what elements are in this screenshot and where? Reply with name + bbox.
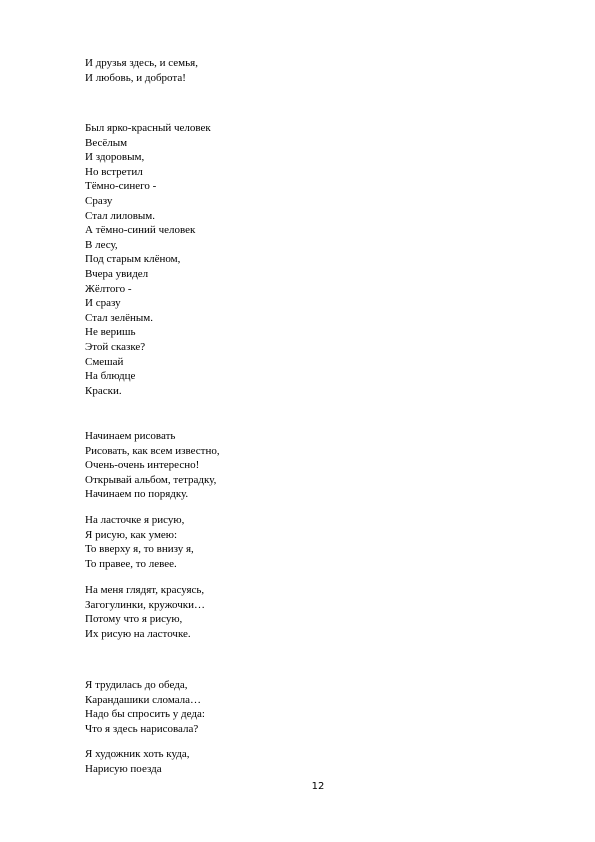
- poem-line: Карандашики сломала…: [85, 693, 202, 706]
- poem-line: Я трудилась до обеда,: [85, 679, 188, 691]
- poem-line: Жёлтого -: [85, 282, 132, 295]
- poem-line: Стал зелёным.: [85, 311, 153, 324]
- stanza-artist: [85, 747, 505, 776]
- poem-line: И сразу: [85, 297, 121, 310]
- poem-line: И здоровым,: [85, 151, 145, 164]
- poem-line: На меня глядят, красуясь,: [85, 584, 205, 596]
- poem-line: Их рисую на ласточке.: [85, 627, 191, 640]
- stanza-worked-till-lunch: [85, 678, 505, 736]
- poem-line: Рисовать, как всем известно,: [85, 444, 220, 457]
- poem-line: Но встретил: [85, 165, 143, 178]
- poem-line: Начинаем по порядку.: [85, 488, 189, 501]
- poem-line: Тёмно-синего -: [85, 180, 157, 193]
- poem-line: То правее, то левее.: [85, 557, 177, 570]
- poem-line: Стал лиловым.: [85, 209, 156, 222]
- poem-line: Открывай альбом, тетрадку,: [85, 473, 217, 486]
- page-number: 12: [311, 781, 325, 792]
- poem-line: Начинаем рисовать: [85, 430, 176, 442]
- poem-line: Вчера увидел: [85, 267, 149, 280]
- poem-line: В лесу,: [85, 238, 118, 251]
- stanza-start-drawing: [85, 429, 505, 502]
- poem-line: А тёмно-синий человек: [85, 224, 196, 237]
- poem-line: На блюдце: [85, 370, 136, 383]
- poem-line: И любовь, и доброта!: [85, 71, 186, 84]
- stanza-friends-family: [85, 56, 505, 85]
- poem-line: Загогулинки, кружочки…: [85, 598, 206, 611]
- poem-line: Смешай: [85, 355, 124, 368]
- poem-line: Что я здесь нарисовала?: [85, 722, 199, 735]
- poem-line: Этой сказке?: [85, 340, 146, 353]
- poem-line: Был ярко-красный человек: [85, 122, 211, 134]
- poem-line: Я художник хоть куда,: [85, 748, 190, 760]
- poem-line: То вверху я, то внизу я,: [85, 543, 194, 556]
- poem-line: Очень-очень интересно!: [85, 459, 200, 472]
- poem-line: На ласточке я рисую,: [85, 514, 185, 526]
- poem-line: Я рисую, как умею:: [85, 528, 178, 541]
- poem-line: Не веришь: [85, 326, 136, 339]
- poem-colors: [85, 121, 505, 398]
- poem-line: Нарисую поезда: [85, 762, 162, 775]
- stanza-swallow-drawing: [85, 513, 505, 571]
- poem-line: Сразу: [85, 194, 113, 207]
- poem-line: Потому что я рисую,: [85, 613, 183, 626]
- poem-line: Надо бы спросить у деда:: [85, 708, 205, 721]
- poem-line: Весёлым: [85, 136, 128, 149]
- stanza-squiggles: [85, 583, 505, 641]
- poem-line: Под старым клёном,: [85, 253, 181, 266]
- poem-line: И друзья здесь, и семья,: [85, 57, 198, 69]
- poem-line: Краски.: [85, 384, 122, 397]
